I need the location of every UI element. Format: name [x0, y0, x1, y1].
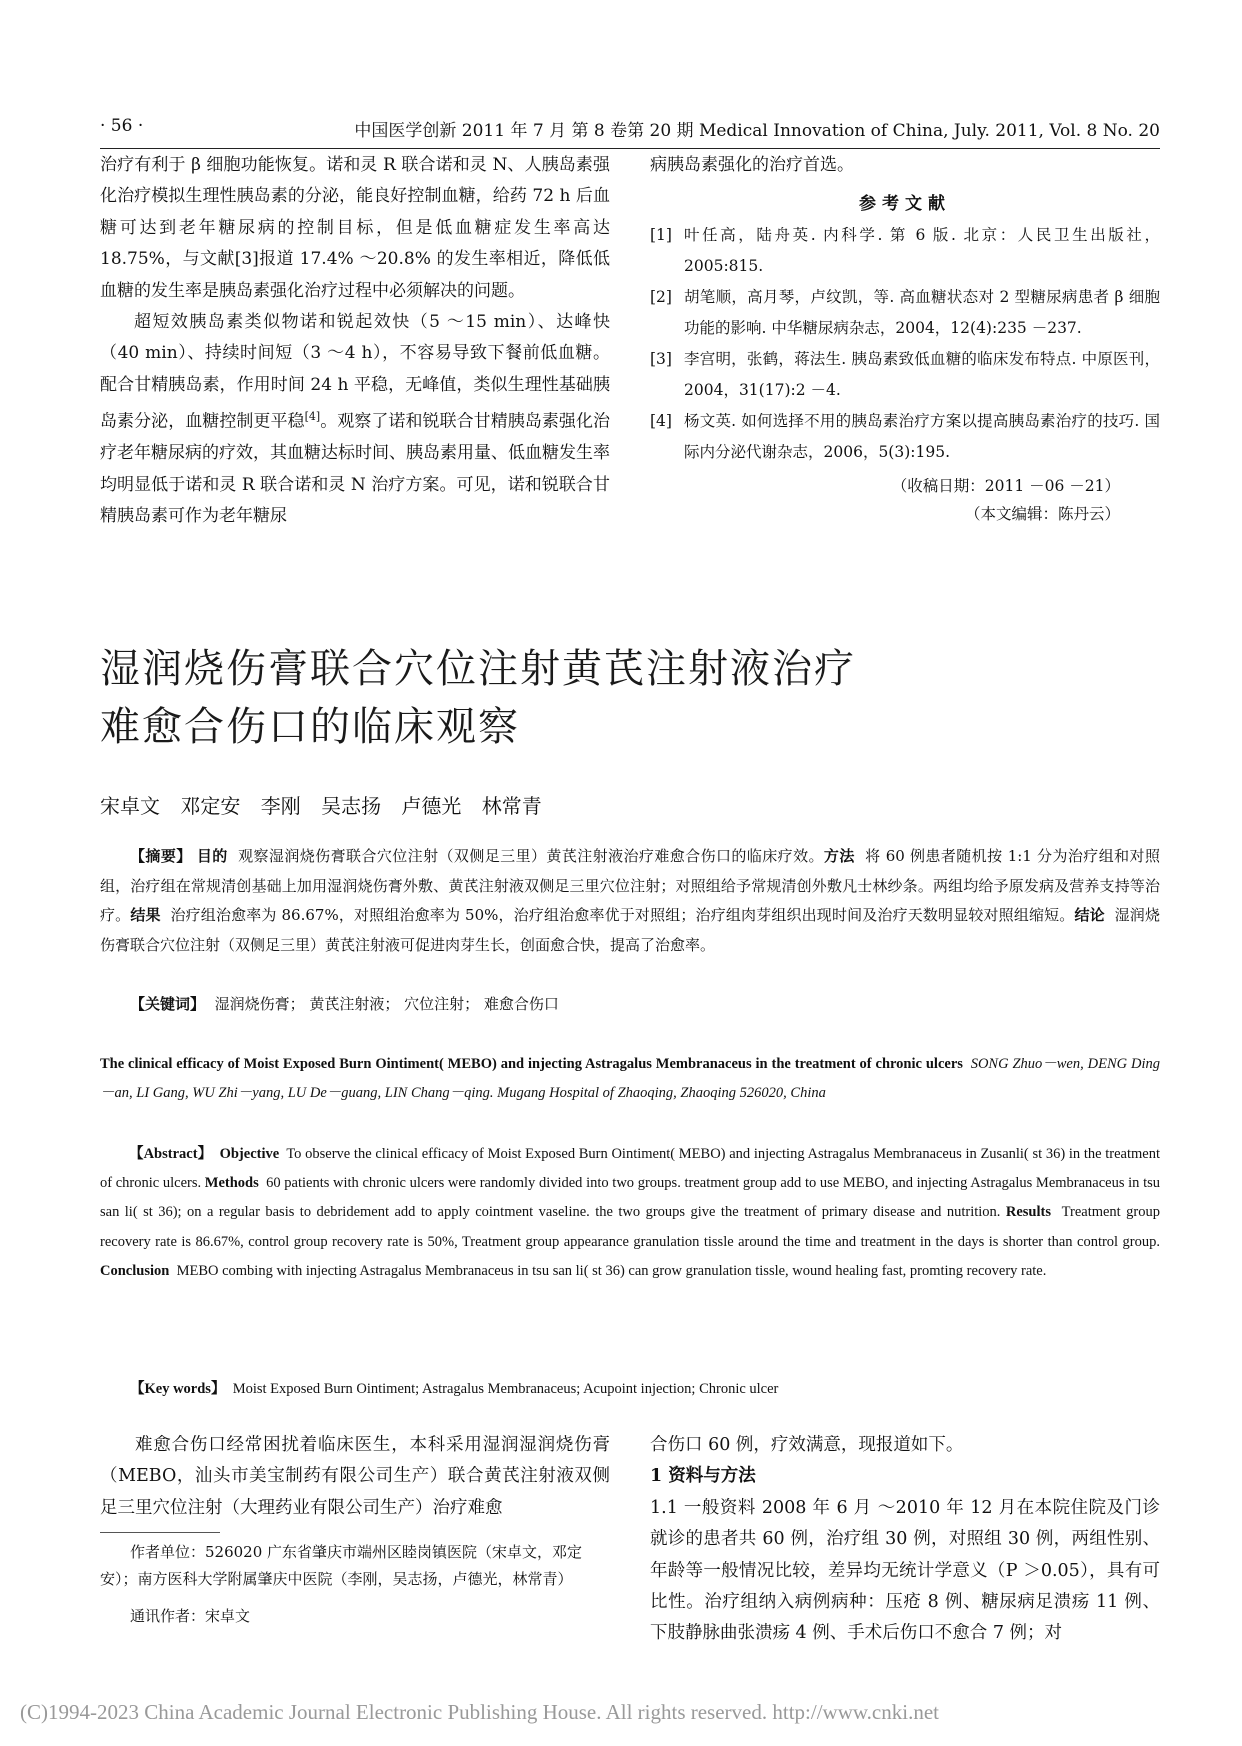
editor-credit: （本文编辑：陈丹云） [964, 505, 1120, 524]
reference-item [650, 406, 1160, 468]
author-affiliation: 作者单位：526020 广东省肇庆市端州区睦岗镇医院（宋卓文，邓定安）；南方医科大学附属肇庆中医院（李刚，吴志扬，卢德光，林常青） [100, 1543, 583, 1589]
reference-item [650, 282, 1160, 344]
bottom-right-column [650, 1430, 1160, 1650]
english-abstract: 【Abstract】 Objective To observe the clinical efficacy of Moist Exposed Burn Ointiment( MEBO) and injecting Astragalus Membranaceus in Zusanli( st 36) in the treatment of chronic ulcers. Methods 60 patients with chronic ulcers were randomly divided into two groups. treatment group add to use MEBO, and injecting Astragalus Membranaceus in tsu san li( st 36); on a regular basis to debridement add to apply cointment vaseline. the two groups give the treatment of primary disease and nutrition. Results Treatment group recovery rate is 86.67%, control group recovery rate is 50%, Treatment group appearance granulation tissle around the time and treatment in the days is shorter than control group. Conclusion MEBO combing with injecting Astragalus Membranaceus in tsu san li( st 36) can grow granulation tissle, wound healing fast, promting recovery rate. [100, 1146, 1161, 1279]
page-number: · 56 · [100, 116, 144, 136]
reference-text: 李宫明，张鹤，蒋法生. 胰岛素致低血糖的临床发布特点. 中原医刊，2004，31(17):2 －4. [684, 350, 1160, 400]
english-authors: SONG Zhuo－wen, DENG Ding－an, LI Gang, WU Zhi－yang, LU De－guang, LIN Chang－qing. Mugang Hospital of Zhaoqing, Zhaoqing 526020, China [100, 1056, 1160, 1102]
top-left-column [100, 150, 610, 533]
reference-item [650, 220, 1160, 282]
reference-number: [1] [650, 226, 672, 245]
received-date: （收稿日期：2011 －06 －21） [891, 477, 1120, 496]
citation: [4] [304, 410, 321, 424]
author-list: 宋卓文 邓定安 李刚 吴志扬 卢德光 林常青 [100, 794, 542, 818]
reference-text: 杨文英. 如何选择不用的胰岛素治疗方案以提高胰岛素治疗的技巧. 国际内分泌代谢杂志，2006，5(3):195. [684, 412, 1160, 462]
section-heading: 1 资料与方法 [650, 1466, 756, 1487]
top-right-column [650, 150, 1160, 528]
chinese-abstract: 【摘要】 目的 观察湿润烧伤膏联合穴位注射（双侧足三里）黄芪注射液治疗难愈合伤口的临床疗效。方法 将 60 例患者随机按 1:1 分为治疗组和对照组，治疗组在常规清创基础上加用湿润烧伤膏外敷、黄芪注射液双侧足三里穴位注射；对照组给予常规清创外敷凡士林纱条。两组均给予原发病及营养支持等治疗。结果 治疗组治愈率为 86.67%，对照组治愈率为 50%，治疗组治愈率优于对照组；治疗组肉芽组织出现时间及治疗天数明显较对照组缩短。结论 湿润烧伤膏联合穴位注射（双侧足三里）黄芪注射液可促进肉芽生长，创面愈合快，提高了治愈率。 [100, 847, 1160, 954]
reference-list [650, 220, 1160, 468]
reference-number: [2] [650, 288, 672, 307]
footnote-divider [100, 1532, 220, 1533]
reference-text: 胡笔顺，高月琴，卢纹凯，等. 高血糖状态对 2 型糖尿病患者 β 细胞功能的影响. 中华糖尿病杂志，2004，12(4):235 －237. [684, 288, 1160, 338]
paragraph: 1.1 一般资料 2008 年 6 月 ～2010 年 12 月在本院住院及门诊就诊的患者共 60 例，治疗组 30 例，对照组 30 例，两组性别、年龄等一般情况比较，差异均无统计学意义（P ＞0.05），具有可比性。治疗组纳入病例病种：压疮 8 例、糖尿病足溃疡 11 例、下肢静脉曲张溃疡 4 例、手术后伤口不愈合 7 例；对 [650, 1497, 1160, 1644]
paragraph: 超短效胰岛素类似物诺和锐起效快（5 ～15 min）、达峰快（40 min）、持续时间短（3 ～4 h），不容易导致下餐前低血糖。配合甘精胰岛素，作用时间 24 h 平稳，无峰值，类似生理性基础胰岛素分泌，血糖控制更平稳[4]。观察了诺和锐联合甘精胰岛素强化治疗老年糖尿病的疗效，其血糖达标时间、胰岛素用量、低血糖发生率均明显低于诺和灵 R 联合诺和灵 N 治疗方案。可见，诺和锐联合甘精胰岛素可作为老年糖尿 [100, 312, 611, 527]
english-title: The clinical efficacy of Moist Exposed Burn Ointiment( MEBO) and injecting Astragalus Membranaceus in the treatment of chronic ulcers [100, 1056, 963, 1072]
reference-text: 叶任高，陆舟英. 内科学. 第 6 版. 北京：人民卫生出版社，2005:815. [684, 226, 1160, 276]
bottom-left-column [100, 1430, 610, 1630]
corresponding-author: 通讯作者：宋卓文 [130, 1607, 251, 1626]
article-title: 湿润烧伤膏联合穴位注射黄芪注射液治疗 难愈合伤口的临床观察 [100, 646, 856, 750]
reference-number: [4] [650, 412, 672, 431]
english-title-block [100, 1050, 1160, 1108]
paragraph: 难愈合伤口经常困扰着临床医生，本科采用湿润湿润烧伤膏（MEBO，汕头市美宝制药有限公司生产）联合黄芪注射液双侧足三里穴位注射（大理药业有限公司生产）治疗难愈 [100, 1435, 610, 1518]
paragraph: 病胰岛素强化的治疗首选。 [650, 155, 854, 175]
paragraph: 治疗有利于 β 细胞功能恢复。诺和灵 R 联合诺和灵 N、人胰岛素强化治疗模拟生理性胰岛素的分泌，能良好控制血糖，给药 72 h 后血糖可达到老年糖尿病的控制目标，但是低血糖症发生率高达 18.75%，与文献[3]报道 17.4% ～20.8% 的发生率相近，降低低血糖的发生率是胰岛素强化治疗过程中必须解决的问题。 [100, 155, 610, 301]
copyright-footer: (C)1994-2023 China Academic Journal Electronic Publishing House. All rights reserved. http://www.cnki.net [20, 1700, 939, 1724]
chinese-keywords: 【关键词】 湿润烧伤膏； 黄芪注射液； 穴位注射； 难愈合伤口 [130, 995, 559, 1013]
paragraph: 合伤口 60 例，疗效满意，现报道如下。 [650, 1435, 964, 1455]
english-keywords: 【Key words】 Moist Exposed Burn Ointiment; Astragalus Membranaceus; Acupoint injection; Chronic ulcer [130, 1381, 779, 1397]
references-heading: 参考文献 [859, 194, 951, 215]
journal-citation: 中国医学创新 2011 年 7 月 第 8 卷第 20 期 Medical Innovation of China, July. 2011, Vol. 8 No. 20 [354, 121, 1160, 141]
reference-item [650, 344, 1160, 406]
reference-number: [3] [650, 350, 672, 369]
running-header [100, 116, 1160, 149]
